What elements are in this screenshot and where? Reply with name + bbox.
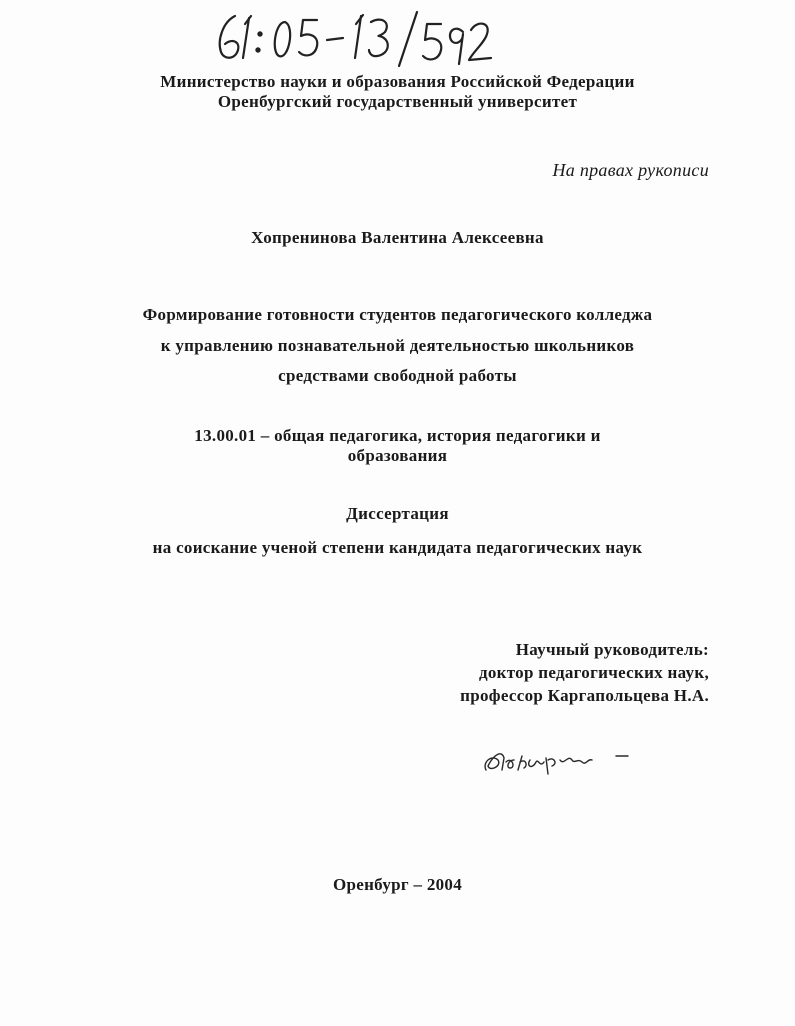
supervisor-name: профессор Каргапольцева Н.А. bbox=[460, 686, 709, 705]
title-line-1: Формирование готовности студентов педагогического колледжа bbox=[142, 305, 653, 324]
archive-stamp bbox=[205, 2, 505, 74]
ministry-heading: Министерство науки и образования Российской Федерации bbox=[160, 72, 635, 91]
university-heading: Оренбургский государственный университет bbox=[217, 92, 578, 111]
author-signature bbox=[478, 740, 638, 780]
title-line-3: средствами свободной работы bbox=[278, 366, 517, 385]
title-line-2: к управлению познавательной деятельностью школьников bbox=[160, 336, 635, 355]
supervisor-degree: доктор педагогических наук, bbox=[478, 663, 709, 682]
handwritten-archive-number bbox=[205, 2, 505, 74]
supervisor-label: Научный руководитель: bbox=[515, 640, 709, 659]
city-year: Оренбург – 2004 bbox=[332, 875, 463, 894]
supervisor-block bbox=[460, 638, 709, 707]
signature-scribble bbox=[478, 740, 638, 780]
author-name: Хопренинова Валентина Алексеевна bbox=[251, 228, 544, 247]
manuscript-note: На правах рукописи bbox=[552, 160, 709, 180]
work-type: Диссертация bbox=[346, 504, 449, 523]
specialty-line-1: 13.00.01 – общая педагогика, история педагогики и bbox=[194, 426, 601, 445]
degree-line: на соискание ученой степени кандидата педагогических наук bbox=[152, 538, 643, 557]
specialty-line-2: образования bbox=[347, 446, 448, 465]
